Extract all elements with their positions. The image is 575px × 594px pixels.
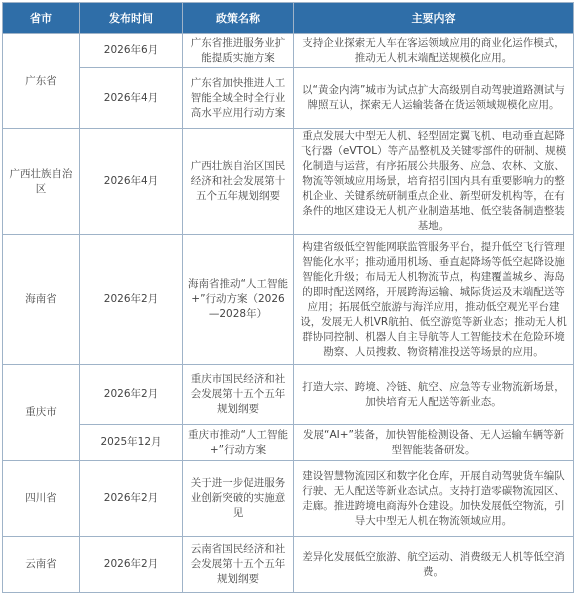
date-cell: 2026年4月 <box>80 129 183 235</box>
content-cell: 发展“AI+”装备，加快智能检测设备、无人运输车辆等新型智能装备研发。 <box>294 425 574 461</box>
province-cell: 云南省 <box>3 537 80 593</box>
policy-cell: 重庆市国民经济和社会发展第十五个五年规划纲要 <box>183 365 294 425</box>
policy-cell: 海南省推动“人工智能+”行动方案（2026—2028年） <box>183 235 294 365</box>
date-cell: 2026年2月 <box>80 461 183 537</box>
policy-table <box>2 2 574 593</box>
province-cell: 广东省 <box>3 34 80 129</box>
header-row <box>3 3 574 34</box>
date-cell: 2026年6月 <box>80 34 183 68</box>
header-policy: 政策名称 <box>183 3 294 34</box>
table-row <box>3 425 574 461</box>
policy-cell: 广东省加快推进人工智能全域全时全行业高水平应用行动方案 <box>183 68 294 129</box>
content-cell: 重点发展大中型无人机、轻型固定翼飞机、电动垂直起降飞行器（eVTOL）等产品整机及关键零部件的研制、规模化制造与运营，有序拓展公共服务、应急、农林、文旅、物流等领域应用场景，培育招引国内具有重要影响力的整机企业、关键系统研制重点企业、新型研发机构等，在有条件的地区建设无人机产业制造基地、低空装备制造整装基地。 <box>294 129 574 235</box>
policy-cell: 广西壮族自治区国民经济和社会发展第十五个五年规划纲要 <box>183 129 294 235</box>
table-row <box>3 537 574 593</box>
date-cell: 2026年2月 <box>80 235 183 365</box>
content-cell: 建设智慧物流园区和数字化仓库，开展自动驾驶货车编队行驶、无人配送等新业态试点。支持打造零碳物流园区、走廊。推进跨境电商海外仓建设。加快发展低空物流，引导大中型无人机在物流领域应用。 <box>294 461 574 537</box>
table-row <box>3 235 574 365</box>
date-cell: 2026年2月 <box>80 365 183 425</box>
table-body <box>3 34 574 593</box>
content-cell: 构建省级低空智能网联监管服务平台，提升低空飞行管理智能化水平；推动通用机场、垂直起降场等低空起降设施智能化升级；布局无人机物流节点，构建覆盖城乡、海岛的即时配送网络，开展跨海运输、城际货运及末端配送等应用；拓展低空旅游与海洋应用，推动低空观光平台建设，发展无人机VR航拍、低空游览等新业态；推动无人机群协同控制、机器人自主导航等人工智能技术在危险环境勘察、人员搜救、物资精准投送等场景的应用。 <box>294 235 574 365</box>
content-cell: 支持企业探索无人车在客运领域应用的商业化运作模式，推动无人机末端配送规模化应用。 <box>294 34 574 68</box>
header-date: 发布时间 <box>80 3 183 34</box>
table-row <box>3 68 574 129</box>
province-cell: 重庆市 <box>3 365 80 461</box>
date-cell: 2026年2月 <box>80 537 183 593</box>
policy-cell: 关于进一步促进服务业创新突破的实施意见 <box>183 461 294 537</box>
date-cell: 2026年4月 <box>80 68 183 129</box>
content-cell: 打造大宗、跨境、冷链、航空、应急等专业物流新场景，加快培育无人配送等新业态。 <box>294 365 574 425</box>
province-cell: 海南省 <box>3 235 80 365</box>
table-row <box>3 365 574 425</box>
content-cell: 以“黄金内湾”城市为试点扩大高级别自动驾驶道路测试与牌照互认，探索无人运输装备在货运领域规模化应用。 <box>294 68 574 129</box>
header-content: 主要内容 <box>294 3 574 34</box>
policy-cell: 重庆市推动“人工智能+”行动方案 <box>183 425 294 461</box>
policy-cell: 广东省推进服务业扩能提质实施方案 <box>183 34 294 68</box>
table-row <box>3 129 574 235</box>
table-row <box>3 461 574 537</box>
province-cell: 四川省 <box>3 461 80 537</box>
table-header <box>3 3 574 34</box>
header-province: 省市 <box>3 3 80 34</box>
date-cell: 2025年12月 <box>80 425 183 461</box>
policy-cell: 云南省国民经济和社会发展第十五个五年规划纲要 <box>183 537 294 593</box>
content-cell: 差异化发展低空旅游、航空运动、消费级无人机等低空消费。 <box>294 537 574 593</box>
table-row <box>3 34 574 68</box>
province-cell: 广西壮族自治区 <box>3 129 80 235</box>
